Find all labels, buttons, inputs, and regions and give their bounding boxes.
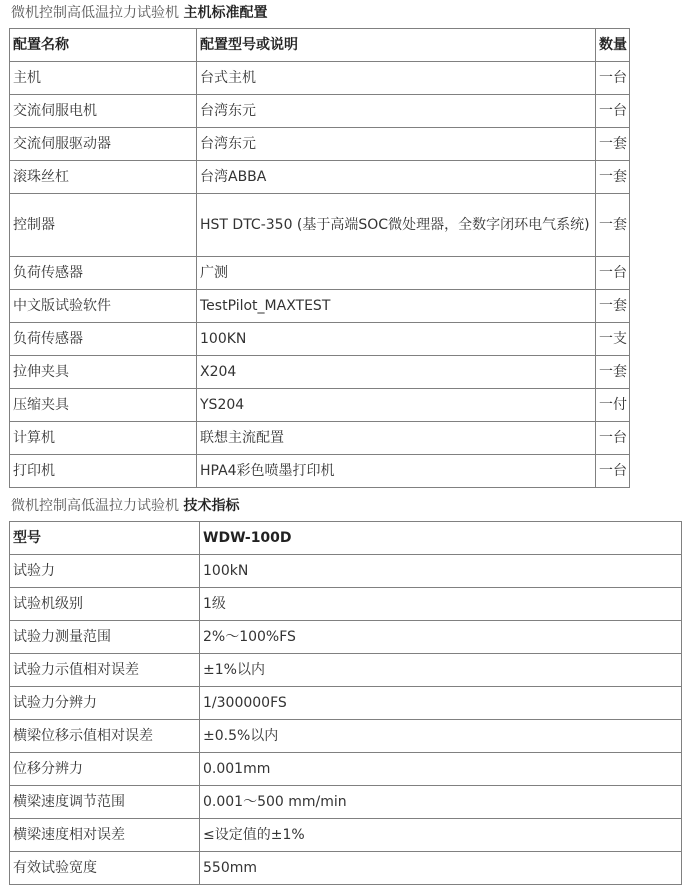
config-name-cell: 压缩夹具	[10, 389, 197, 422]
tech-spec-title-prefix: 微机控制高低温拉力试验机	[11, 498, 179, 514]
header-quantity: 数量	[596, 29, 630, 62]
table-row	[10, 786, 682, 819]
table-row	[10, 654, 682, 687]
standard-config-title-prefix: 微机控制高低温拉力试验机	[11, 5, 179, 21]
table-row	[10, 753, 682, 786]
config-model-cell: 100KN	[197, 323, 596, 356]
table-row	[10, 290, 630, 323]
spec-value-cell: 1级	[200, 588, 682, 621]
table-row	[10, 323, 630, 356]
table-row	[10, 621, 682, 654]
spec-label-cell: 位移分辨力	[10, 753, 200, 786]
quantity-cell: 一套	[596, 161, 630, 194]
spec-label-cell: 试验机级别	[10, 588, 200, 621]
standard-config-title-bold: 主机标准配置	[183, 5, 268, 21]
spec-label-cell: 横梁速度调节范围	[10, 786, 200, 819]
quantity-cell: 一套	[596, 194, 630, 257]
header-config-name: 配置名称	[10, 29, 197, 62]
table-row	[10, 356, 630, 389]
table-header-row	[10, 522, 682, 555]
spec-label-cell: 试验力测量范围	[10, 621, 200, 654]
spec-label-cell: 横梁速度相对误差	[10, 819, 200, 852]
config-name-cell: 负荷传感器	[10, 323, 197, 356]
spec-label-cell: 试验力分辨力	[10, 687, 200, 720]
spec-value-cell: 2%～100%FS	[200, 621, 682, 654]
quantity-cell: 一套	[596, 290, 630, 323]
spec-label-cell: 有效试验宽度	[10, 852, 200, 885]
spec-value-cell: ±0.5%以内	[200, 720, 682, 753]
table-row	[10, 687, 682, 720]
spec-label-cell: 试验力示值相对误差	[10, 654, 200, 687]
table-row	[10, 62, 630, 95]
spec-value-cell: 0.001～500 mm/min	[200, 786, 682, 819]
table-row	[10, 95, 630, 128]
config-model-cell: X204	[197, 356, 596, 389]
standard-config-table	[9, 28, 630, 488]
spec-value-cell: ±1%以内	[200, 654, 682, 687]
quantity-cell: 一支	[596, 323, 630, 356]
quantity-cell: 一台	[596, 422, 630, 455]
tech-spec-title	[11, 495, 239, 517]
table-row	[10, 422, 630, 455]
table-row	[10, 389, 630, 422]
config-model-cell: HPA4彩色喷墨打印机	[197, 455, 596, 488]
header-model-label: 型号	[10, 522, 200, 555]
quantity-cell: 一台	[596, 257, 630, 290]
table-row	[10, 455, 630, 488]
spec-label-cell: 试验力	[10, 555, 200, 588]
config-model-cell: YS204	[197, 389, 596, 422]
config-model-cell: 台湾ABBA	[197, 161, 596, 194]
config-model-cell: TestPilot_MAXTEST	[197, 290, 596, 323]
table-row	[10, 194, 630, 257]
config-name-cell: 中文版试验软件	[10, 290, 197, 323]
config-name-cell: 滚珠丝杠	[10, 161, 197, 194]
config-name-cell: 控制器	[10, 194, 197, 257]
config-model-cell: HST DTC-350 (基于高端SOC微处理器，全数字闭环电气系统)	[197, 194, 596, 257]
config-model-cell: 广测	[197, 257, 596, 290]
table-row	[10, 819, 682, 852]
config-name-cell: 拉伸夹具	[10, 356, 197, 389]
header-config-model: 配置型号或说明	[197, 29, 596, 62]
quantity-cell: 一台	[596, 455, 630, 488]
table-row	[10, 852, 682, 885]
table-row	[10, 257, 630, 290]
quantity-cell: 一套	[596, 128, 630, 161]
config-name-cell: 计算机	[10, 422, 197, 455]
tech-spec-table	[9, 521, 682, 885]
spec-value-cell: 550mm	[200, 852, 682, 885]
spec-label-cell: 横梁位移示值相对误差	[10, 720, 200, 753]
config-name-cell: 交流伺服电机	[10, 95, 197, 128]
table-header-row	[10, 29, 630, 62]
table-row	[10, 161, 630, 194]
spec-value-cell: 1/300000FS	[200, 687, 682, 720]
quantity-cell: 一付	[596, 389, 630, 422]
table-row	[10, 588, 682, 621]
quantity-cell: 一台	[596, 95, 630, 128]
config-model-cell: 台湾东元	[197, 128, 596, 161]
spec-value-cell: 100kN	[200, 555, 682, 588]
spec-value-cell: ≤设定值的±1%	[200, 819, 682, 852]
table-row	[10, 720, 682, 753]
header-model-value: WDW-100D	[200, 522, 682, 555]
standard-config-title	[11, 2, 267, 24]
config-name-cell: 打印机	[10, 455, 197, 488]
quantity-cell: 一台	[596, 62, 630, 95]
config-name-cell: 负荷传感器	[10, 257, 197, 290]
table-row	[10, 128, 630, 161]
quantity-cell: 一套	[596, 356, 630, 389]
config-name-cell: 主机	[10, 62, 197, 95]
config-model-cell: 台式主机	[197, 62, 596, 95]
config-model-cell: 台湾东元	[197, 95, 596, 128]
table-row	[10, 555, 682, 588]
config-model-cell: 联想主流配置	[197, 422, 596, 455]
config-name-cell: 交流伺服驱动器	[10, 128, 197, 161]
spec-value-cell: 0.001mm	[200, 753, 682, 786]
tech-spec-title-bold: 技术指标	[183, 498, 240, 514]
